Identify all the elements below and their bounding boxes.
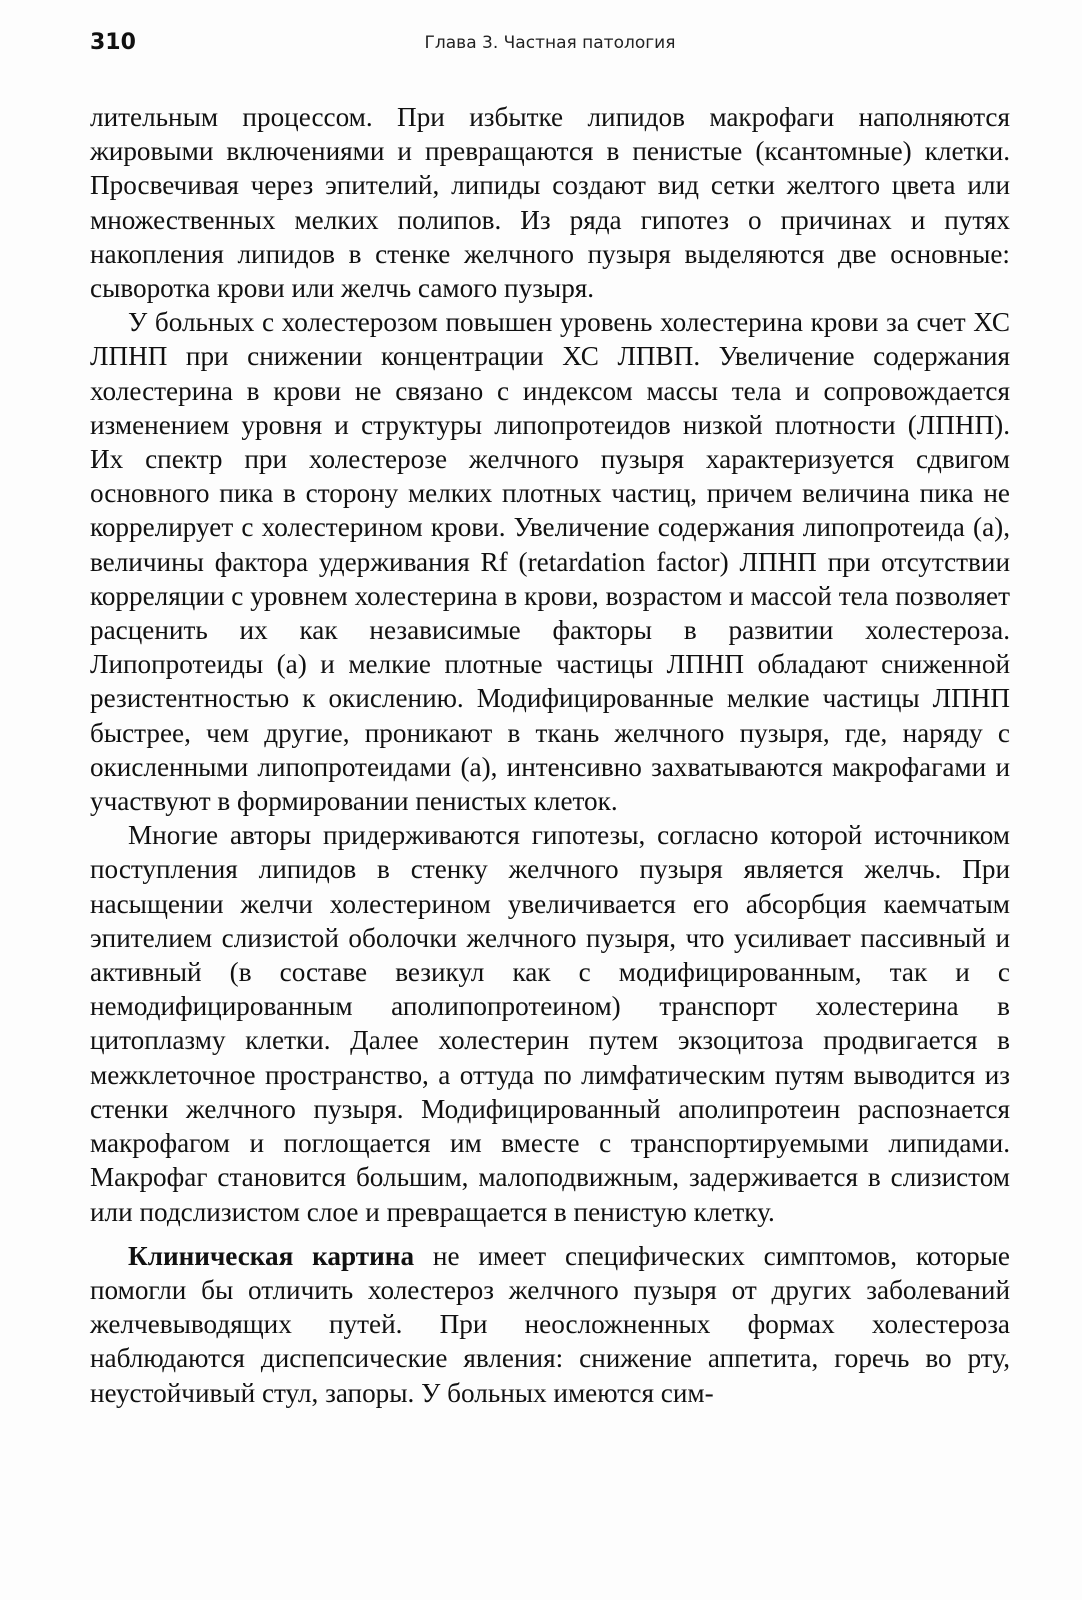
paragraph-2: У больных с холестерозом повышен уровень холестерина крови за счет ХС ЛПНП при снижении концентрации ХС ЛПВП. Увеличение содержания холестерина в крови не связано с индексом массы тела и сопровождается изменением уровня и структуры липопротеидов низкой плотности (ЛПНП). Их спектр при холестерозе желчного пузыря характеризуется сдвигом основного пика в сторону мелких плотных частиц, причем величина пика не коррелирует с холестерином крови. Увеличение содержания липопротеида (а), величины фактора удерживания Rf (retardation factor) ЛПНП при отсутствии корреляции с уровнем холестерина в крови, возрастом и массой тела позволяет расценить их как независимые факторы в развитии холестероза. Липопротеиды (а) и мелкие плотные частицы ЛПНП обладают сниженной резистентностью к окислению. Модифицированные мелкие частицы ЛПНП быстрее, чем другие, проникают в ткань желчного пузыря, где, наряду с окисленными липопротеидами (а), интенсивно захватываются макрофагами и участвуют в формировании пенистых клеток. bbox=[90, 307, 1010, 817]
paragraph-4-text: не имеет специфических симптомов, которые помогли бы отличить холестероз желчного пузыря от других заболеваний желчевыводящих путей. При неосложненных формах холестероза наблюдаются диспепсические явления: снижение аппетита, горечь во рту, неустойчивый стул, запоры. У больных имеются сим- bbox=[90, 1240, 1011, 1408]
paragraph-4 bbox=[90, 1239, 1010, 1410]
page-number: 310 bbox=[90, 30, 136, 55]
running-head: Глава 3. Частная патология bbox=[424, 33, 676, 53]
body-text bbox=[90, 100, 1010, 1410]
page-header bbox=[90, 30, 1010, 70]
paragraph-1: лительным процессом. При избытке липидов макрофаги наполняются жировыми включениями и превращаются в пенистые (ксантомные) клетки. Просвечивая через эпителий, липиды создают вид сетки желтого цвета или множественных мелких полипов. Из ряда гипотез о причинах и путях накопления липидов в стенке желчного пузыря выделяются две основные: сыворотка крови или желчь самого пузыря. bbox=[90, 102, 1010, 304]
paragraph-3: Многие авторы придерживаются гипотезы, согласно которой источником поступления липидов в стенку желчного пузыря является желчь. При насыщении желчи холестерином увеличивается его абсорбция каемчатым эпителием слизистой оболочки желчного пузыря, что усиливает пассивный и активный (в составе везикул как с модифицированным, так и с немодифицированным аполипопротеином) транспорт холестерина в цитоплазму клетки. Далее холестерин путем экзоцитоза продвигается в межклеточное пространство, а оттуда по лимфатическим путям выводится из стенки желчного пузыря. Модифицированный аполипротеин распознается макрофагом и поглощается им вместе с транспортируемыми липидами. Макрофаг становится большим, малоподвижным, задерживается в слизистом или подслизистом слое и превращается в пенистую клетку. bbox=[90, 820, 1010, 1227]
section-lead-term: Клиническая картина bbox=[128, 1240, 415, 1271]
